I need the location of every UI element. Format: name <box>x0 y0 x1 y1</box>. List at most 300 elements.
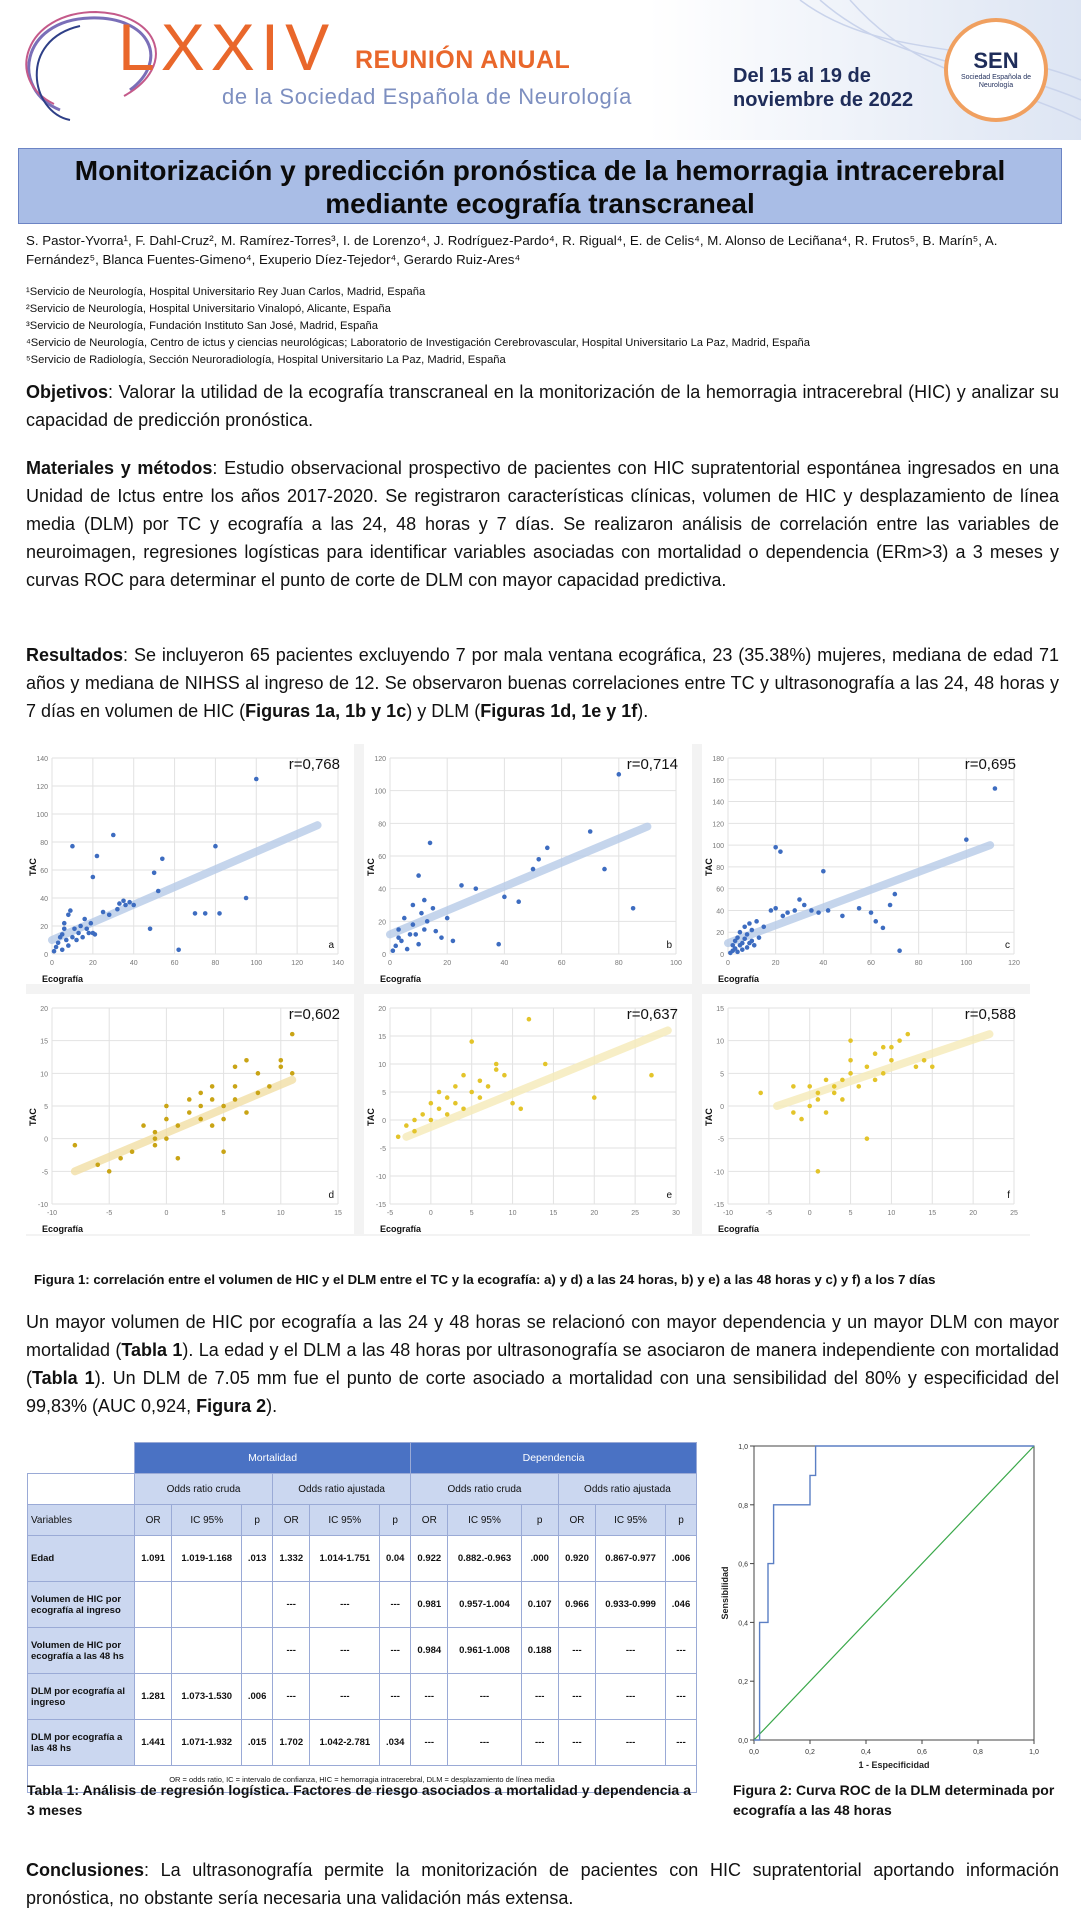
data-point <box>176 1156 181 1161</box>
data-point <box>121 899 126 904</box>
data-point <box>740 947 745 952</box>
data-point <box>816 910 821 915</box>
data-point <box>888 903 893 908</box>
table-cell: --- <box>596 1720 666 1766</box>
x-tick-label: 10 <box>508 1210 517 1217</box>
data-point <box>735 935 740 940</box>
data-point <box>176 1123 181 1128</box>
data-point <box>422 898 427 903</box>
data-point <box>848 1038 853 1043</box>
table-group-header <box>28 1443 697 1474</box>
table-cell: .013 <box>242 1536 273 1582</box>
y-tick-label: -10 <box>37 1202 48 1209</box>
y-tick-label: 100 <box>712 843 724 851</box>
table-column-header <box>28 1505 697 1536</box>
table-footnote: OR = odds ratio, IC = intervalo de confianza, HIC = hemorragia intracerebral, DLM = desplazamiento de línea media <box>28 1766 697 1793</box>
data-point <box>807 1104 812 1109</box>
x-tick-label: 25 <box>631 1210 640 1217</box>
data-point <box>631 906 636 911</box>
data-point <box>738 930 743 935</box>
x-tick-label: 5 <box>221 1210 226 1217</box>
data-point <box>402 916 407 921</box>
x-tick-label: 100 <box>670 960 682 967</box>
data-point <box>411 903 416 908</box>
data-point <box>824 1110 829 1115</box>
data-point <box>187 1097 192 1102</box>
table-cell: 0.966 <box>558 1582 595 1628</box>
data-point <box>64 938 69 943</box>
y-tick-label: -5 <box>41 1169 48 1177</box>
table-cell: --- <box>596 1628 666 1674</box>
row-variable-label: DLM por ecografía a las 48 hs <box>28 1720 135 1766</box>
y-tick-label: -15 <box>713 1202 724 1209</box>
y-tick-label: 5 <box>44 1104 48 1111</box>
data-point <box>807 1084 812 1089</box>
col-p: p <box>521 1505 558 1536</box>
table-cell: 1.091 <box>135 1536 172 1582</box>
conclusiones-text: : La ultrasonografía permite la monitorización de pacientes con HIC supratentorial aportando información pronóstica, no obstante sería necesaria una validación más extensa. <box>26 1860 1059 1908</box>
data-point <box>445 916 450 921</box>
x-axis-label: Ecografía <box>42 1224 84 1234</box>
data-point <box>494 1067 499 1072</box>
data-point <box>416 942 421 947</box>
panel-letter: a <box>328 940 334 951</box>
col-or: OR <box>135 1505 172 1536</box>
data-point <box>856 1084 861 1089</box>
figure-2-roc-curve <box>716 1438 1048 1776</box>
table-cell: --- <box>273 1628 310 1674</box>
event-dates <box>733 64 913 112</box>
data-point <box>244 1058 249 1063</box>
data-point <box>176 948 181 953</box>
results2-table-ref-1: Tabla 1 <box>121 1340 183 1360</box>
data-point <box>750 939 755 944</box>
data-point <box>848 1071 853 1076</box>
table-cell: --- <box>380 1628 411 1674</box>
table-cell: .006 <box>242 1674 273 1720</box>
data-point <box>153 1130 158 1135</box>
table-cell: --- <box>521 1674 558 1720</box>
resultados-fig-ref-d: Figuras 1d, 1e y 1f <box>480 701 638 721</box>
conference-header <box>0 0 1081 140</box>
roc-svg <box>716 1438 1048 1776</box>
y-tick-label: 60 <box>378 854 386 861</box>
y-tick-label: 0,8 <box>738 1502 748 1510</box>
table-cell: --- <box>411 1720 448 1766</box>
data-point <box>461 1107 466 1112</box>
data-point <box>588 829 593 834</box>
data-point <box>73 1143 78 1148</box>
x-tick-label: 10 <box>887 1210 896 1217</box>
data-point <box>396 1135 401 1140</box>
authors-line-2: Fernández⁵, Blanca Fuentes-Gimeno⁴, Exuperio Díez-Tejedor⁴, Gerardo Ruiz-Ares⁴ <box>26 252 521 267</box>
row-variable-label: DLM por ecografía al ingreso <box>28 1674 135 1720</box>
y-tick-label: 0 <box>44 1136 48 1144</box>
authors <box>26 231 1061 269</box>
table-cell: 0.107 <box>521 1582 558 1628</box>
data-point <box>62 921 67 926</box>
data-point <box>160 857 165 862</box>
data-point <box>469 1039 474 1044</box>
data-point <box>70 935 75 940</box>
data-point <box>429 1118 434 1123</box>
data-point <box>198 1104 203 1109</box>
data-point <box>267 1084 272 1089</box>
x-tick-label: 0,4 <box>861 1749 871 1756</box>
table-cell: 0.981 <box>411 1582 448 1628</box>
resultados-end: ). <box>637 701 649 721</box>
data-point <box>773 845 778 850</box>
data-point <box>416 873 421 878</box>
table-cell: .015 <box>242 1720 273 1766</box>
y-axis-label: TAC <box>704 1108 714 1126</box>
table-cell: 1.014-1.751 <box>310 1536 380 1582</box>
y-tick-label: 80 <box>716 864 724 872</box>
data-point <box>745 945 750 950</box>
table-cell: --- <box>666 1628 697 1674</box>
row-variable-label: Volumen de HIC por ecografía al ingreso <box>28 1582 135 1628</box>
y-tick-label: 140 <box>712 799 724 807</box>
data-point <box>95 854 100 859</box>
x-tick-label: 0,0 <box>749 1749 759 1756</box>
x-tick-label: 60 <box>867 960 875 967</box>
col-or: OR <box>558 1505 595 1536</box>
x-tick-label: 0,2 <box>805 1749 815 1756</box>
conclusiones-section <box>26 1856 1059 1912</box>
y-tick-label: 0 <box>382 1118 386 1125</box>
data-point <box>742 924 747 929</box>
data-point <box>290 1032 295 1037</box>
data-point <box>210 1123 215 1128</box>
y-tick-label: 100 <box>36 812 48 819</box>
event-name: REUNIÓN ANUAL <box>355 46 571 74</box>
data-point <box>873 919 878 924</box>
x-tick-label: 40 <box>500 960 509 967</box>
data-point <box>425 919 430 924</box>
data-point <box>164 1117 169 1122</box>
y-axis-label: TAC <box>28 1108 38 1126</box>
data-point <box>412 1129 417 1134</box>
correlation-label: r=0,637 <box>626 1006 678 1023</box>
data-point <box>496 942 501 947</box>
data-point <box>118 1156 123 1161</box>
data-point <box>210 1084 215 1089</box>
y-axis-label: TAC <box>366 1108 376 1126</box>
data-point <box>857 906 862 911</box>
y-tick-label: 120 <box>374 756 386 763</box>
table-row <box>28 1674 697 1720</box>
table-cell: --- <box>448 1720 521 1766</box>
data-point <box>905 1032 910 1037</box>
data-point <box>76 931 81 936</box>
x-tick-label: 20 <box>88 960 97 967</box>
col-p: p <box>380 1505 411 1536</box>
data-point <box>809 908 814 913</box>
data-point <box>101 910 106 915</box>
panel-letter: e <box>666 1190 672 1201</box>
data-point <box>127 900 132 905</box>
data-point <box>164 1104 169 1109</box>
data-point <box>408 932 413 937</box>
data-point <box>404 1123 409 1128</box>
data-point <box>156 889 161 894</box>
dep-or-cruda: Odds ratio cruda <box>411 1474 559 1505</box>
y-tick-label: 15 <box>40 1038 48 1046</box>
x-tick-label: 15 <box>928 1210 937 1217</box>
data-point <box>420 1112 425 1117</box>
data-point <box>757 935 762 940</box>
data-point <box>233 1084 238 1089</box>
data-point <box>111 833 116 838</box>
scatter-panel-c <box>702 744 1030 984</box>
data-point <box>419 911 424 916</box>
data-point <box>802 903 807 908</box>
x-tick-label: -5 <box>386 1210 394 1217</box>
y-tick-label: 40 <box>378 886 386 894</box>
x-tick-label: 25 <box>1010 1210 1018 1217</box>
table-cell: 0.867-0.977 <box>596 1536 666 1582</box>
scatter-svg-f <box>702 994 1030 1234</box>
data-point <box>881 1045 886 1050</box>
data-point <box>117 901 122 906</box>
data-point <box>413 932 418 937</box>
data-point <box>233 1065 238 1070</box>
data-point <box>769 908 774 913</box>
data-point <box>451 939 456 944</box>
table-cell: --- <box>411 1674 448 1720</box>
society-name: de la Sociedad Española de Neurología <box>222 84 632 109</box>
y-tick-label: 160 <box>712 777 724 785</box>
data-point <box>84 927 89 932</box>
data-point <box>78 924 83 929</box>
data-point <box>881 926 886 931</box>
scatter-svg-d <box>26 994 354 1234</box>
mort-or-cruda: Odds ratio cruda <box>135 1474 273 1505</box>
regression-table <box>27 1442 697 1793</box>
data-point <box>74 938 79 943</box>
materiales-text: : Estudio observacional prospectivo de pacientes con HIC supratentorial espontánea ingresados en una Unidad de Ictus entre los años 2017-2020. Se registraron características clínicas, volumen de HIC y desplazamiento de línea media (DLM) por TC y ecografía a las 24, 48 horas y 7 días. Se realizaron análisis de correlación entre las variables de neuroimagen, regresiones logísticas para identificar variables asociadas con mortalidad o dependencia (ERm>3) a 3 meses y curvas ROC para determinar el punto de corte de DLM con mayor capacidad predictiva. <box>26 458 1059 590</box>
scatter-svg-a <box>26 744 354 984</box>
table-cell: --- <box>558 1674 595 1720</box>
table-cell: 1.019-1.168 <box>172 1536 242 1582</box>
table-cell: 1.071-1.932 <box>172 1720 242 1766</box>
col-or: OR <box>273 1505 310 1536</box>
scatter-panel-b <box>364 744 692 984</box>
resultados-fig-ref-a: Figuras 1a, 1b y 1c <box>245 701 407 721</box>
data-point <box>494 1062 499 1067</box>
data-point <box>153 1143 158 1148</box>
scatter-svg-b <box>364 744 692 984</box>
data-point <box>873 1051 878 1056</box>
y-tick-label: 20 <box>716 930 724 938</box>
data-point <box>785 910 790 915</box>
table-subgroup-header <box>28 1474 697 1505</box>
data-point <box>474 886 479 891</box>
x-tick-label: 80 <box>614 960 623 967</box>
data-point <box>254 777 259 782</box>
data-point <box>893 892 898 897</box>
x-axis-label: Ecografía <box>42 974 84 984</box>
table-cell: 0.961-1.008 <box>448 1628 521 1674</box>
data-point <box>930 1065 935 1070</box>
data-point <box>279 1065 284 1070</box>
table-cell <box>135 1628 172 1674</box>
data-point <box>60 948 65 953</box>
y-tick-label: -15 <box>375 1202 386 1209</box>
table-row <box>28 1720 697 1766</box>
objetivos-section <box>26 378 1059 434</box>
data-point <box>279 1058 284 1063</box>
data-point <box>649 1073 654 1078</box>
x-tick-label: 20 <box>771 960 780 967</box>
data-point <box>486 1084 491 1089</box>
x-tick-label: 0 <box>164 1210 169 1217</box>
x-tick-label: 40 <box>129 960 138 967</box>
data-point <box>445 1095 450 1100</box>
data-point <box>123 903 128 908</box>
y-tick-label: 15 <box>716 1006 724 1013</box>
table-cell: --- <box>558 1628 595 1674</box>
x-tick-label: -5 <box>106 1210 113 1217</box>
y-tick-label: 80 <box>378 821 386 829</box>
data-point <box>411 922 416 927</box>
col-ic: IC 95% <box>448 1505 521 1536</box>
table-cell: --- <box>380 1582 411 1628</box>
scatter-svg-e <box>364 994 692 1234</box>
data-point <box>781 914 786 919</box>
trendline <box>728 845 990 943</box>
data-point <box>897 948 902 953</box>
trendline <box>406 1030 667 1136</box>
x-tick-label: 100 <box>960 960 973 967</box>
panel-letter: f <box>1007 1190 1010 1201</box>
y-tick-label: 15 <box>378 1034 386 1041</box>
data-point <box>66 913 71 918</box>
data-point <box>816 1097 821 1102</box>
data-point <box>217 911 222 916</box>
data-point <box>752 943 757 948</box>
data-point <box>130 1149 135 1154</box>
resultados-section <box>26 641 1059 725</box>
data-point <box>592 1095 597 1100</box>
data-point <box>221 1149 226 1154</box>
scatter-panel-e <box>364 994 692 1234</box>
objetivos-text: : Valorar la utilidad de la ecografía transcraneal en la monitorización de la hemorragia intracerebral (HIC) y analizar su capacidad de predicción pronóstica. <box>26 382 1059 430</box>
data-point <box>95 1163 100 1168</box>
x-tick-label: 30 <box>672 1210 680 1217</box>
y-tick-label: 20 <box>40 1006 48 1013</box>
table-cell: 0.984 <box>411 1628 448 1674</box>
data-point <box>889 1058 894 1063</box>
correlation-label: r=0,588 <box>964 1006 1016 1023</box>
data-point <box>62 927 67 932</box>
y-tick-label: 0,2 <box>738 1679 748 1687</box>
materiales-section <box>26 454 1059 594</box>
data-point <box>747 921 752 926</box>
data-point <box>516 899 521 904</box>
data-point <box>412 1118 417 1123</box>
data-point <box>742 936 747 941</box>
data-point <box>152 871 157 876</box>
data-point <box>405 947 410 952</box>
correlation-label: r=0,768 <box>288 756 340 773</box>
y-tick-label: 180 <box>712 756 724 763</box>
data-point <box>433 929 438 934</box>
data-point <box>153 1136 158 1141</box>
data-point <box>221 1104 226 1109</box>
row-variable-label: Volumen de HIC por ecografía a las 48 hs <box>28 1628 135 1674</box>
x-tick-label: 1,0 <box>1029 1749 1039 1756</box>
table-cell: 0.04 <box>380 1536 411 1582</box>
data-point <box>141 1123 146 1128</box>
correlation-label: r=0,695 <box>964 756 1016 773</box>
x-tick-label: 5 <box>848 1210 853 1217</box>
data-point <box>131 903 136 908</box>
y-axis-label: TAC <box>28 858 38 876</box>
data-point <box>922 1058 927 1063</box>
data-point <box>993 786 998 791</box>
x-tick-label: 20 <box>590 1210 599 1217</box>
data-point <box>750 928 755 933</box>
data-point <box>735 950 740 955</box>
affiliation-4: ⁴Servicio de Neurología, Centro de ictus y ciencias neurológicas; Laboratorio de Investigación Cerebrovascular, Hospital Universitario La Paz, Madrid, España <box>26 337 810 349</box>
data-point <box>233 1097 238 1102</box>
results2-part-4: ). <box>266 1396 278 1416</box>
x-tick-label: 15 <box>334 1210 342 1217</box>
results2-part-2: ). La edad y el DLM a las 48 horas por ultrasonografía se asociaron de manera independiente con mortalidad ( <box>26 1340 1059 1388</box>
results2-part-1: Un mayor volumen de HIC por ecografía a las 24 y 48 horas se relacionó con mayor dependencia y un mayor DLM con mayor mortalidad ( <box>26 1312 1059 1360</box>
y-tick-label: 100 <box>374 788 386 796</box>
table-cell: --- <box>380 1674 411 1720</box>
data-point <box>70 844 75 849</box>
table-cell: 1.281 <box>135 1674 172 1720</box>
roc-x-label: 1 - Especificidad <box>858 1760 930 1770</box>
data-point <box>198 1091 203 1096</box>
col-variables: Variables <box>28 1505 135 1536</box>
data-point <box>797 897 802 902</box>
data-point <box>791 1110 796 1115</box>
x-tick-label: 80 <box>914 960 923 967</box>
table-cell: --- <box>273 1582 310 1628</box>
data-point <box>840 1097 845 1102</box>
table-cell: 0.957-1.004 <box>448 1582 521 1628</box>
data-point <box>399 939 404 944</box>
table-cell: --- <box>310 1582 380 1628</box>
data-point <box>758 1091 763 1096</box>
table-cell: 1.702 <box>273 1720 310 1766</box>
data-point <box>964 837 969 842</box>
data-point <box>244 896 249 901</box>
group-mortalidad: Mortalidad <box>135 1443 411 1474</box>
data-point <box>256 1071 261 1076</box>
y-tick-label: -10 <box>713 1169 724 1177</box>
logo-text: SEN <box>973 48 1019 73</box>
data-point <box>869 910 874 915</box>
scatter-svg-c <box>702 744 1030 984</box>
roc-y-label: Sensibilidad <box>720 1566 730 1620</box>
correlation-label: r=0,714 <box>626 756 678 773</box>
title-line-2: mediante ecografía transcraneal <box>325 188 755 219</box>
x-tick-label: 20 <box>969 1210 978 1217</box>
data-point <box>778 849 783 854</box>
data-point <box>203 911 208 916</box>
table-cell: .034 <box>380 1720 411 1766</box>
x-tick-label: 20 <box>443 960 452 967</box>
data-point <box>881 1071 886 1076</box>
x-tick-label: -5 <box>765 1210 772 1217</box>
poster-title <box>18 148 1062 224</box>
data-point <box>865 1065 870 1070</box>
